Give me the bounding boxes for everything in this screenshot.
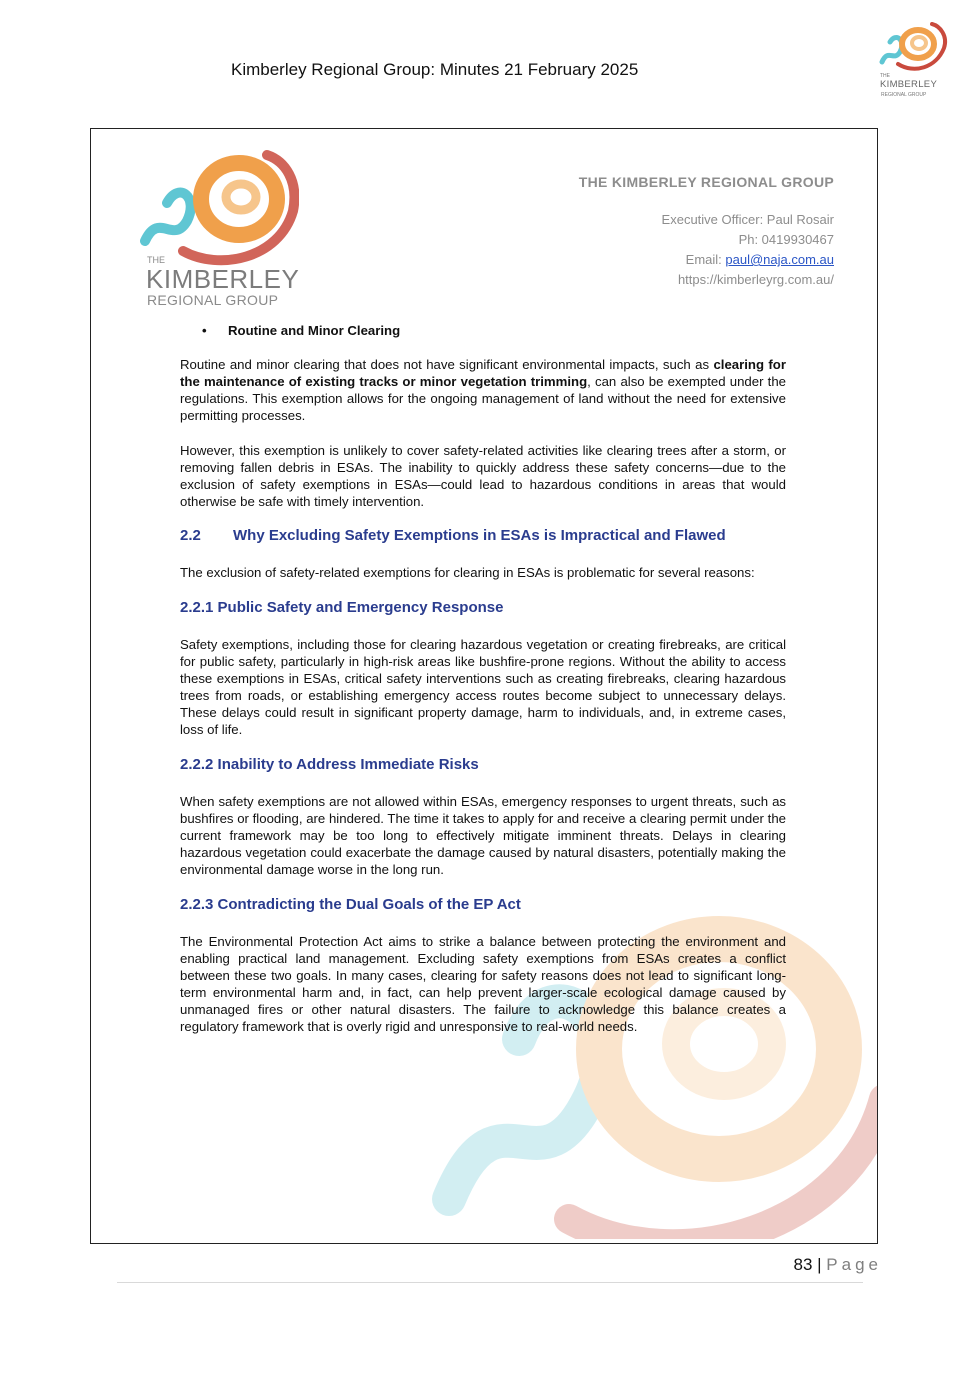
- bullet-heading: [202, 322, 786, 339]
- letterhead-name-text: KIMBERLEY: [146, 264, 300, 294]
- kimberley-logo-small: [874, 18, 950, 102]
- subsection-text-3: The Environmental Protection Act aims to strike a balance between protecting the environment and enabling practical land management. Excluding safety exemptions from ESAs creates a conflict between these two goals. In many cases, clearing for safety reasons does not lead to significant long-term environmental harm and, in fact, can help prevent larger-scale ecological damage caused by unmanaged fires or other natural disasters. The failure to acknowledge this balance creates a regulatory framework that is overly rigid and unresponsive to real-world needs.: [180, 934, 786, 1034]
- logo-the-text: THE: [880, 73, 890, 79]
- letter-frame: [90, 128, 878, 1244]
- org-name: THE KIMBERLEY REGIONAL GROUP: [578, 174, 834, 190]
- page-header-title: Kimberley Regional Group: Minutes 21 February 2025: [231, 60, 639, 79]
- page-word: Page: [826, 1255, 882, 1274]
- subsection-heading-1: 2.2.1 Public Safety and Emergency Response: [180, 599, 504, 616]
- bullet-icon: •: [202, 323, 207, 338]
- officer-line: Executive Officer: Paul Rosair: [661, 212, 834, 227]
- email-link[interactable]: paul@naja.com.au: [725, 252, 834, 267]
- section-title: Why Excluding Safety Exemptions in ESAs is Impractical and Flawed: [233, 527, 726, 544]
- subsection-heading-2: 2.2.2 Inability to Address Immediate Risks: [180, 756, 479, 773]
- letterhead-the-text: THE: [147, 255, 165, 265]
- email-line: [579, 250, 834, 270]
- email-label: Email:: [685, 252, 726, 267]
- section-intro: The exclusion of safety-related exemptions for clearing in ESAs is problematic for several reasons:: [180, 565, 755, 580]
- subsection-text-1: Safety exemptions, including those for clearing hazardous vegetation or creating firebreaks, are critical for public safety, particularly in high-risk areas like bushfire-prone regions. Without the ability to access these exemptions in ESAs, critical safety interventions such as creating firebreaks, clearing hazardous trees from roads, or establishing emergency access routes become subject to unnecessary delays. These delays could result in significant property damage, harm to individuals, and, in extreme cases, loss of life.: [180, 637, 786, 737]
- logo-sub-text: REGIONAL GROUP: [881, 92, 927, 98]
- logo-name-text: KIMBERLEY: [880, 79, 938, 90]
- footer-divider: [117, 1282, 863, 1283]
- paragraph-exemption-limit: However, this exemption is unlikely to cover safety-related activities like clearing trees after a storm, or removing fallen debris in ESAs. The inability to quickly address these safety concerns—due to the exclusion of safety exemptions in ESAs—could lead to hazardous conditions in areas that would otherwise be safe with timely intervention.: [180, 443, 786, 509]
- paragraph-routine: Routine and minor clearing that does not have significant environmental impacts, such as clearing for the maintenance of existing tracks or minor vegetation trimming, can also be exempted under the regulations. This exemption allows for the ongoing management of land without the need for extensive permitting processes.: [180, 357, 786, 423]
- letterhead-sub-text: REGIONAL GROUP: [147, 292, 279, 308]
- contact-block: [579, 174, 834, 290]
- subsection-heading-3: 2.2.3 Contradicting the Dual Goals of the EP Act: [180, 896, 521, 913]
- page-number: 83: [793, 1255, 813, 1274]
- letter-content: [180, 322, 786, 1035]
- logo-swirl-icon: [874, 18, 950, 74]
- paragraph-routine-bold: clearing for the maintenance of existing tracks or minor vegetation trimming: [180, 357, 786, 389]
- subsection-text-2: When safety exemptions are not allowed within ESAs, emergency responses to urgent threats, such as bushfires or flooding, are hindered. The time it takes to apply for and receive a clearing permit under the current framework may be too long to effectively mitigate imminent threats. Delays in clearing hazardous vegetation could exacerbate the damage caused by natural disasters, potentially making the environmental damage worse in the long run.: [180, 794, 786, 877]
- section-heading: [180, 527, 786, 544]
- page-number-footer: [793, 1255, 882, 1275]
- bullet-heading-text: Routine and Minor Clearing: [228, 323, 401, 338]
- website-line: https://kimberleyrg.com.au/: [677, 272, 834, 287]
- phone-line: Ph: 0419930467: [738, 232, 834, 247]
- section-number: 2.2: [180, 527, 201, 544]
- page-separator: |: [817, 1255, 822, 1274]
